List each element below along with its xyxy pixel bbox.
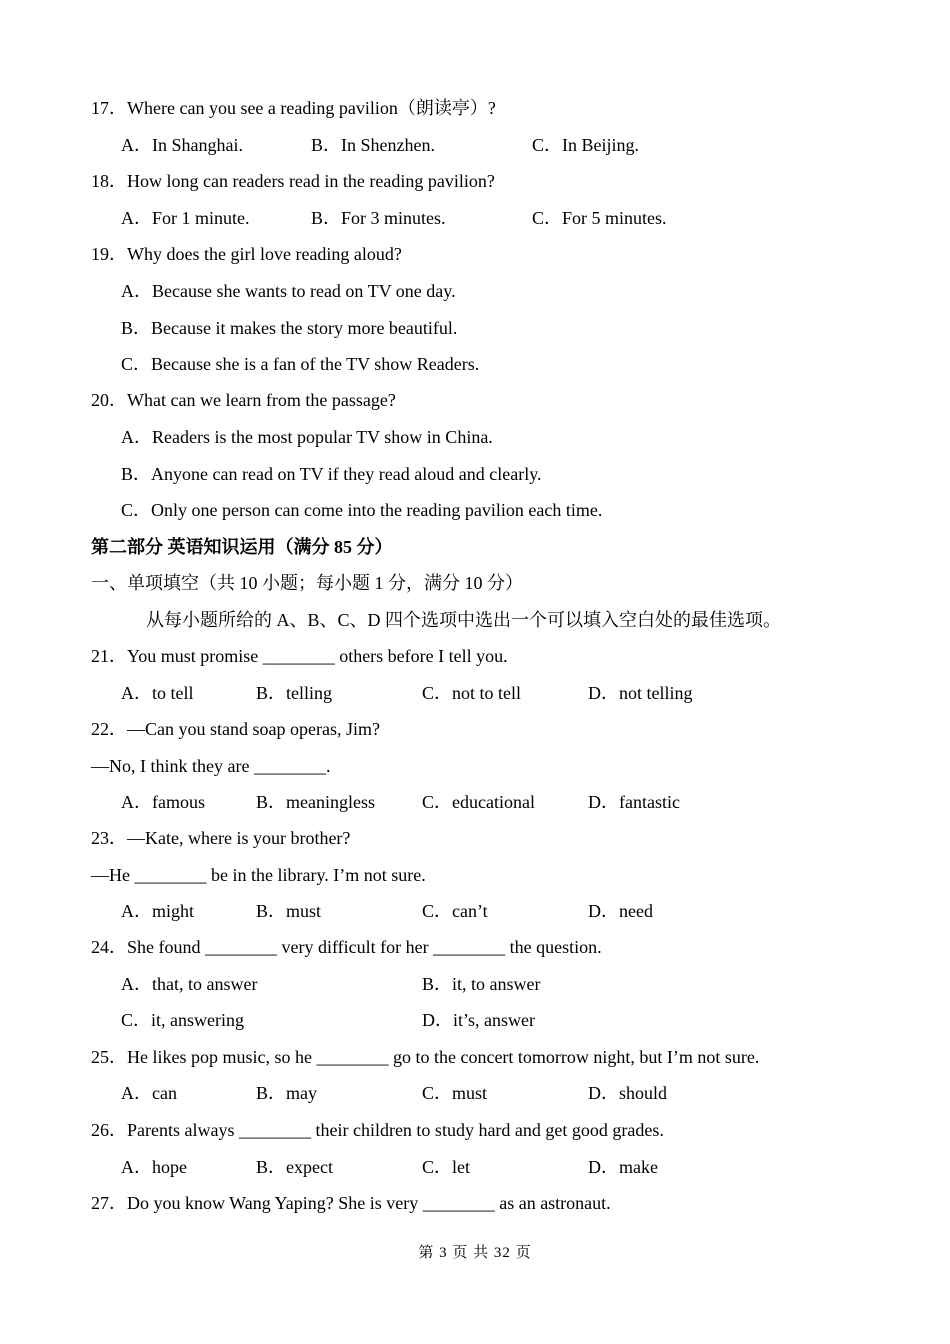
question-19-stem: 19．Why does the girl love reading aloud? bbox=[91, 244, 402, 264]
option-c: C．In Beijing. bbox=[532, 135, 639, 155]
option-b: B．meaningless bbox=[256, 792, 375, 812]
option-a: A．that, to answer bbox=[121, 974, 258, 994]
question-20-option-a: A．Readers is the most popular TV show in China. bbox=[121, 427, 493, 447]
option-d: D．not telling bbox=[588, 683, 693, 703]
option-d: D．need bbox=[588, 901, 653, 921]
question-19-option-c: C．Because she is a fan of the TV show Readers. bbox=[121, 354, 480, 374]
question-20-stem: 20．What can we learn from the passage? bbox=[91, 390, 396, 410]
section-one-heading: 一、单项填空（共 10 小题；每小题 1 分，满分 10 分） bbox=[91, 573, 523, 593]
option-d: D．it’s, answer bbox=[422, 1010, 535, 1030]
option-b: B．telling bbox=[256, 683, 332, 703]
option-a: A．hope bbox=[121, 1157, 187, 1177]
option-c: C．it, answering bbox=[121, 1010, 244, 1030]
question-18-stem: 18．How long can readers read in the reading pavilion? bbox=[91, 171, 495, 191]
question-24-stem: 24．She found ________ very difficult for her ________ the question. bbox=[91, 937, 602, 957]
option-b: B．it, to answer bbox=[422, 974, 541, 994]
question-22-stem: 22．—Can you stand soap operas, Jim? bbox=[91, 719, 380, 739]
question-17-stem: 17．Where can you see a reading pavilion（朗读亭）? bbox=[91, 98, 496, 118]
option-a: A．famous bbox=[121, 792, 205, 812]
question-19-option-a: A．Because she wants to read on TV one day. bbox=[121, 281, 456, 301]
option-a: A．to tell bbox=[121, 683, 194, 703]
option-a: A．can bbox=[121, 1083, 177, 1103]
question-20-option-c: C．Only one person can come into the reading pavilion each time. bbox=[121, 500, 603, 520]
option-b: B．must bbox=[256, 901, 322, 921]
question-27-stem: 27．Do you know Wang Yaping? She is very ________ as an astronaut. bbox=[91, 1193, 611, 1213]
option-d: D．make bbox=[588, 1157, 658, 1177]
question-22-reply: —No, I think they are ________. bbox=[91, 756, 331, 776]
question-21-stem: 21．You must promise ________ others before I tell you. bbox=[91, 646, 508, 666]
option-d: D．should bbox=[588, 1083, 668, 1103]
question-26-stem: 26．Parents always ________ their children to study hard and get good grades. bbox=[91, 1120, 664, 1140]
option-a: A．might bbox=[121, 901, 195, 921]
question-19-option-b: B．Because it makes the story more beautiful. bbox=[121, 318, 458, 338]
option-c: C．For 5 minutes. bbox=[532, 208, 667, 228]
option-c: C．educational bbox=[422, 792, 535, 812]
option-b: B．For 3 minutes. bbox=[311, 208, 446, 228]
option-b: B．In Shenzhen. bbox=[311, 135, 435, 155]
question-23-reply: —He ________ be in the library. I’m not sure. bbox=[91, 865, 426, 885]
section-instruction: 从每小题所给的 A、B、C、D 四个选项中选出一个可以填入空白处的最佳选项。 bbox=[146, 610, 782, 630]
question-25-stem: 25．He likes pop music, so he ________ go to the concert tomorrow night, but I’m not sure. bbox=[91, 1047, 760, 1067]
option-d: D．fantastic bbox=[588, 792, 680, 812]
option-c: C．can’t bbox=[422, 901, 488, 921]
option-c: C．not to tell bbox=[422, 683, 521, 703]
question-20-option-b: B．Anyone can read on TV if they read aloud and clearly. bbox=[121, 464, 542, 484]
part-two-title: 第二部分 英语知识运用（满分 85 分） bbox=[91, 537, 393, 557]
option-c: C．let bbox=[422, 1157, 470, 1177]
option-b: B．may bbox=[256, 1083, 317, 1103]
question-23-stem: 23．—Kate, where is your brother? bbox=[91, 828, 351, 848]
option-a: A．For 1 minute. bbox=[121, 208, 250, 228]
page-number: 第 3 页 共 32 页 bbox=[418, 1245, 532, 1261]
option-a: A．In Shanghai. bbox=[121, 135, 243, 155]
option-c: C．must bbox=[422, 1083, 488, 1103]
option-b: B．expect bbox=[256, 1157, 333, 1177]
